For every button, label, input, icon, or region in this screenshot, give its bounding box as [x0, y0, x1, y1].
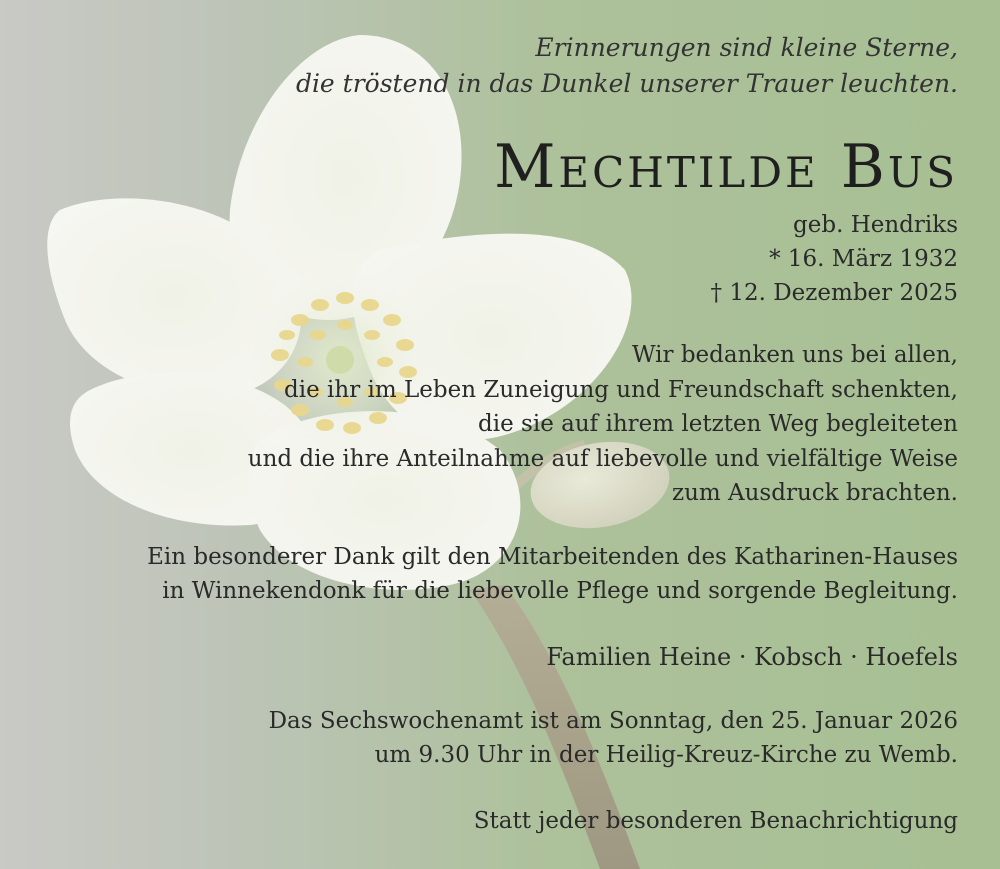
thanks-paragraph: [248, 338, 958, 511]
service-line-2: um 9.30 Uhr in der Heilig-Kreuz-Kirche zu Wemb.: [374, 742, 958, 768]
last-name-initial: B: [840, 132, 888, 202]
birth-date: * 16. März 1932: [769, 246, 958, 272]
first-name-rest: ECHTILDE: [558, 148, 819, 197]
death-date: † 12. Dezember 2025: [710, 280, 958, 306]
thanks-line-1: Wir bedanken uns bei allen,: [631, 342, 958, 368]
quote-line-1: Erinnerungen sind kleine Sterne,: [535, 33, 958, 62]
memorial-quote: [296, 30, 958, 102]
special-thanks-paragraph: [147, 540, 958, 608]
special-thanks-line-2: in Winnekendonk für die liebevolle Pflege und sorgende Begleitung.: [162, 578, 958, 604]
last-name-rest: US: [887, 148, 958, 197]
service-line-1: Das Sechswochenamt ist am Sonntag, den 25. Januar 2026: [268, 708, 958, 734]
first-name-initial: M: [493, 132, 559, 202]
service-announcement: [269, 704, 958, 772]
quote-line-2: die tröstend in das Dunkel unserer Trauer leuchten.: [295, 69, 958, 98]
maiden-name: geb. Hendriks: [793, 212, 958, 238]
life-details: [711, 208, 958, 310]
thanks-line-4: und die ihre Anteilnahme auf liebevolle und vielfältige Weise: [247, 445, 958, 472]
thanks-line-3: die sie auf ihrem letzten Weg begleiteten: [478, 411, 958, 437]
family-names: Familien Heine · Kobsch · Hoefels: [546, 643, 958, 671]
notification-notice: Statt jeder besonderen Benachrichtigung: [473, 808, 958, 834]
thanks-line-5: zum Ausdruck brachten.: [671, 480, 958, 506]
special-thanks-line-1: Ein besonderer Dank gilt den Mitarbeitenden des Katharinen-Hauses: [147, 544, 958, 570]
thanks-line-2: die ihr im Leben Zuneigung und Freundschaft schenkten,: [284, 376, 958, 403]
deceased-name: [494, 132, 958, 208]
